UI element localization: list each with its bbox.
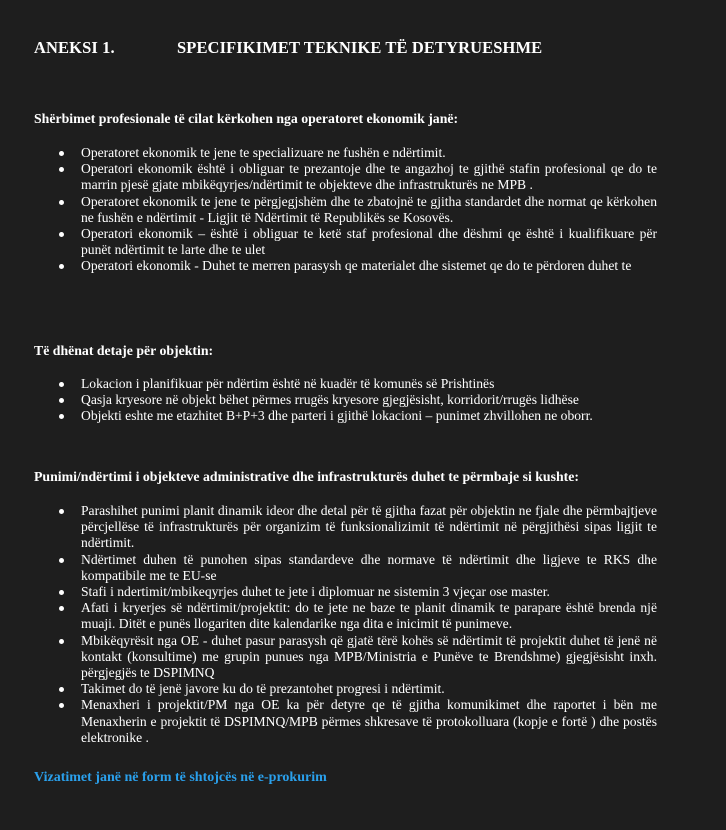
- list-item: Qasja kryesore në objekt bëhet përmes rrugës kryesore gjegjësisht, korridorit/rrugës lidhëse: [81, 392, 657, 408]
- list-item: Objekti eshte me etazhitet B+P+3 dhe parteri i gjithë lokacioni – punimet zhvillohen ne oborr.: [81, 408, 657, 424]
- bullet-icon: [59, 151, 64, 156]
- list-item: Operatoret ekonomik te jene te përgjegjshëm dhe te zbatojnë te gjitha standardet dhe normat qe kërkohen ne fushën e ndërtimit - Ligjit të Ndërtimit të Republikës se Kosovës.: [81, 194, 657, 226]
- list-item: Lokacion i planifikuar për ndërtim është në kuadër të komunës së Prishtinës: [81, 376, 657, 392]
- list-item: Operatoret ekonomik te jene te specializuare ne fushën e ndërtimit.: [81, 145, 657, 161]
- bullet-icon: [59, 639, 64, 644]
- annex-title: SPECIFIKIMET TEKNIKE TË DETYRUESHME: [177, 38, 543, 57]
- services-list: [0, 145, 726, 275]
- conditions-list: [0, 503, 726, 746]
- list-item: Operatori ekonomik është i obliguar te prezantoje dhe te angazhoj te gjithë stafin profesional qe do te marrin pjesë gjate mbikëqyrjes/ndërtimit te objekteve dhe infrastrukturës ne MPB .: [81, 161, 657, 193]
- bullet-icon: [59, 167, 64, 172]
- bullet-icon: [59, 590, 64, 595]
- list-item: Takimet do të jenë javore ku do të prezantohet progresi i ndërtimit.: [81, 681, 657, 697]
- object-details-list: [0, 376, 726, 425]
- bullet-icon: [59, 414, 64, 419]
- list-item: Ndërtimet duhen të punohen sipas standardeve dhe normave të ndërtimit dhe ligjeve te RKS dhe kompatibile me te EU-se: [81, 552, 657, 584]
- list-item: Stafi i ndertimit/mbikeqyrjes duhet te jete i diplomuar ne sistemin 3 vjeçar ose master.: [81, 584, 657, 600]
- list-item: Mbikëqyrësit nga OE - duhet pasur parasysh që gjatë tërë kohës së ndërtimit të projektit duhet të jenë në kontakt (konsultime) me grupin punues nga MPB/Ministria e Punëve te Brendshme) gjegjësisht inxh. përgjegjës te DSPIMNQ: [81, 633, 657, 682]
- bullet-icon: [59, 703, 64, 708]
- bullet-icon: [59, 558, 64, 563]
- section-title-object-details: Të dhënat detaje për objektin:: [34, 343, 214, 358]
- bullet-icon: [59, 382, 64, 387]
- list-item: Parashihet punimi planit dinamik ideor dhe detal për të gjitha fazat për objektin ne fjale dhe përmbajtjeve përcjellëse të infrastrukturës për organizim të funksionalizimit të ndërtimit në përgjithësi sipas ligjit te ndërtimit.: [81, 503, 657, 552]
- annex-heading: [34, 38, 543, 58]
- bullet-icon: [59, 687, 64, 692]
- list-item: Operatori ekonomik – është i obliguar te ketë staf profesional dhe dëshmi qe është i kualifikuare për punët ndërtimit te larte dhe te ulet: [81, 226, 657, 258]
- bullet-icon: [59, 398, 64, 403]
- bullet-icon: [59, 606, 64, 611]
- bullet-icon: [59, 264, 64, 269]
- list-item: Operatori ekonomik - Duhet te merren parasysh qe materialet dhe sistemet qe do te përdoren duhet te: [81, 258, 657, 274]
- list-item: Menaxheri i projektit/PM nga OE ka për detyre qe të gjitha komunikimet dhe raportet i bën me Menaxherin e projektit të DSPIMNQ/MPB përmes shkresave të protokolluara (kopje e fortë ) dhe postës elektronike .: [81, 697, 657, 746]
- list-item: Afati i kryerjes së ndërtimit/projektit: do te jete ne baze te planit dinamik te parapare është brenda një muaji. Ditët e punës llogariten dite kalendarike nga dita e inicimit të punimeve.: [81, 600, 657, 632]
- bullet-icon: [59, 509, 64, 514]
- drawings-note: Vizatimet janë në form të shtojcës në e-prokurim: [34, 770, 327, 785]
- bullet-icon: [59, 200, 64, 205]
- section-title-services: Shërbimet profesionale të cilat kërkohen nga operatoret ekonomik janë:: [34, 111, 459, 126]
- section-title-conditions: Punimi/ndërtimi i objekteve administrative dhe infrastrukturës duhet te përmbaje si kushte:: [34, 469, 579, 484]
- annex-number: ANEKSI 1.: [34, 38, 115, 57]
- bullet-icon: [59, 232, 64, 237]
